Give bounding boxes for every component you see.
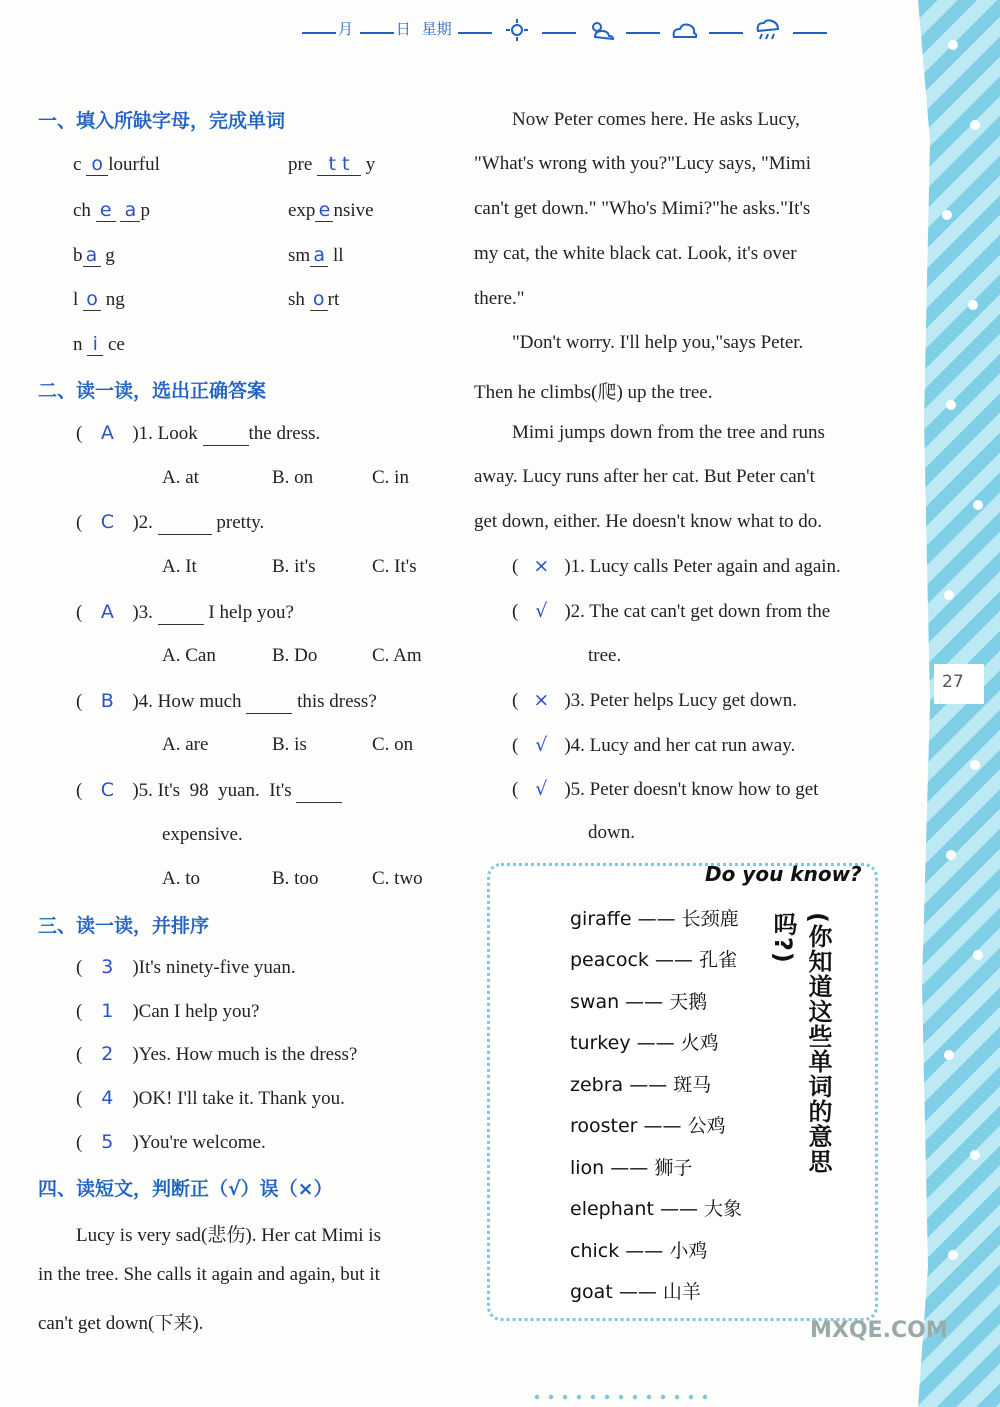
bottom-decorative-dots: [530, 1393, 710, 1401]
vocab-item: chick —— 小鸡: [570, 1240, 708, 1262]
sun-cloud-icon: [587, 19, 615, 41]
fill-item-1: c o lourful: [73, 153, 160, 175]
question-5: ( C )5. It's 98 yuan. It's: [76, 779, 342, 803]
vocab-item: giraffe —— 长颈鹿: [570, 908, 739, 930]
fill-item-2: pre t t y: [288, 153, 376, 175]
vocab-item: goat —— 山羊: [570, 1281, 701, 1303]
order-item-1: ( 3 )It's ninety-five yuan.: [76, 956, 296, 978]
passage-line-7: Then he climbs(爬) up the tree.: [474, 382, 713, 403]
judgement-5-continued: down.: [588, 822, 635, 843]
passage-line-8: Mimi jumps down from the tree and runs: [512, 422, 825, 443]
sun-icon: [503, 19, 531, 41]
vocab-item: elephant —— 大象: [570, 1198, 743, 1220]
vocab-item: rooster —— 公鸡: [570, 1115, 726, 1137]
fill-item-6: sm a ll: [288, 244, 344, 266]
vocab-item: peacock —— 孔雀: [570, 949, 738, 971]
order-item-2: ( 1 )Can I help you?: [76, 1000, 260, 1022]
fill-item-4: exp e nsive: [288, 199, 374, 221]
section1-title: 一、填入所缺字母，完成单词: [38, 110, 286, 132]
judgement-2-continued: tree.: [588, 645, 622, 666]
vocab-item: zebra —— 斑马: [570, 1074, 712, 1096]
page-number: 27: [942, 672, 964, 692]
question-5-continued: expensive.: [162, 824, 243, 845]
passage-left-line-3: can't get down(下来).: [38, 1313, 204, 1334]
weekday-label: 星期: [421, 20, 452, 38]
passage-line-1: Now Peter comes here. He asks Lucy,: [512, 109, 800, 130]
section2-title: 二、读一读，选出正确答案: [38, 380, 267, 402]
order-item-3: ( 2 )Yes. How much is the dress?: [76, 1043, 358, 1065]
cloud-icon: [670, 19, 698, 41]
question-4: ( B )4. How much this dress?: [76, 690, 377, 712]
vocab-item: lion —— 狮子: [570, 1157, 693, 1179]
fill-item-7: l o ng: [73, 288, 125, 310]
judgement-2: ( √ )2. The cat can't get down from the: [512, 600, 831, 622]
month-label: 月: [338, 20, 354, 38]
day-label: 日: [395, 20, 411, 38]
passage-line-9: away. Lucy runs after her cat. But Peter can't: [474, 466, 815, 487]
fill-item-8: sh o rt: [288, 288, 340, 310]
judgement-1: ( × )1. Lucy calls Peter again and again.: [512, 555, 841, 577]
question-2: ( C )2. pretty.: [76, 511, 265, 533]
do-you-know-title: Do you know?: [705, 862, 862, 886]
watermark-text: MXQE.COM: [810, 1318, 948, 1343]
passage-left-line-1: Lucy is very sad(悲伤). Her cat Mimi is: [76, 1225, 381, 1246]
passage-line-6: "Don't worry. I'll help you,"says Peter.: [512, 332, 804, 353]
passage-line-3: can't get down." "Who's Mimi?"he asks."It's: [474, 198, 811, 219]
judgement-4: ( √ )4. Lucy and her cat run away.: [512, 734, 796, 756]
passage-line-4: my cat, the white black cat. Look, it's over: [474, 243, 797, 264]
judgement-3: ( × )3. Peter helps Lucy get down.: [512, 689, 798, 711]
rain-cloud-icon: [754, 19, 782, 41]
passage-line-2: "What's wrong with you?"Lucy says, "Mimi: [474, 153, 811, 174]
section3-title: 三、读一读，并排序: [38, 915, 210, 937]
passage-left-line-2: in the tree. She calls it again and again, but it: [38, 1264, 380, 1285]
vertical-caption: (你知道这些单词的意思吗?): [769, 912, 832, 1174]
order-item-4: ( 4 )OK! I'll take it. Thank you.: [76, 1087, 345, 1109]
question-1: ( A )1. Look the dress.: [76, 422, 321, 444]
vocab-item: swan —— 天鹅: [570, 991, 708, 1013]
passage-line-5: there.": [474, 288, 525, 309]
vocab-item: turkey —— 火鸡: [570, 1032, 719, 1054]
section4-title: 四、读短文，判断正（√）误（×）: [38, 1178, 333, 1200]
judgement-5: ( √ )5. Peter doesn't know how to get: [512, 778, 819, 800]
fill-item-5: b a g: [73, 244, 115, 266]
fill-item-9: n i ce: [73, 333, 125, 355]
order-item-5: ( 5 )You're welcome.: [76, 1131, 266, 1153]
question-3: ( A )3. I help you?: [76, 601, 294, 623]
fill-item-3: ch e a p: [73, 199, 150, 221]
date-header: [300, 18, 829, 41]
passage-line-10: get down, either. He doesn't know what to do.: [474, 511, 823, 532]
